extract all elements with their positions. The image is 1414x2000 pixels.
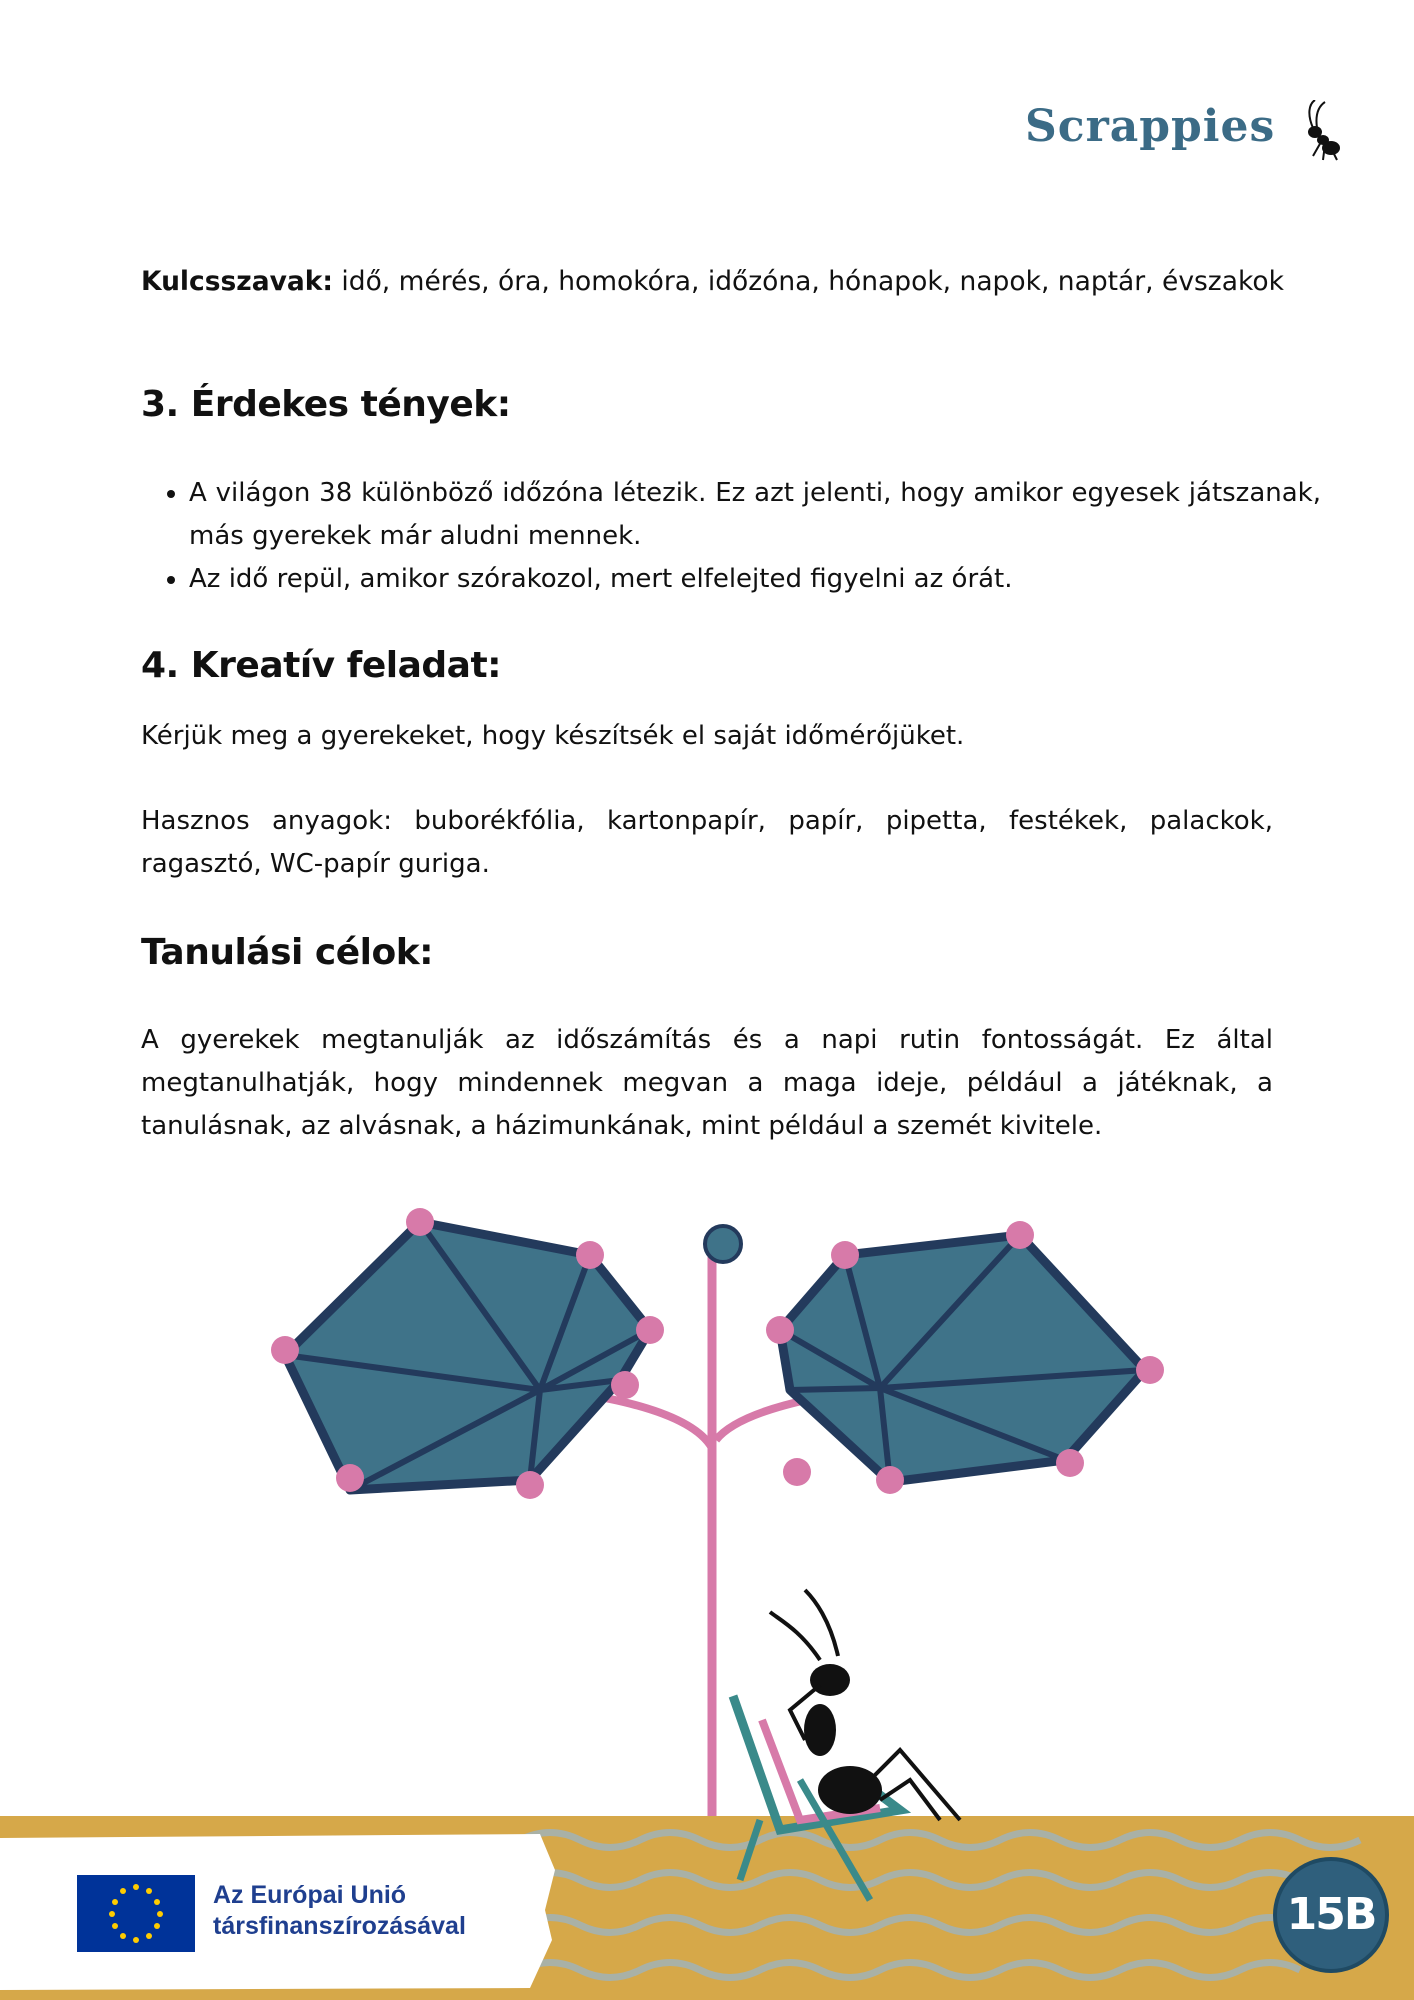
eu-line1: Az Európai Unió (213, 1881, 407, 1909)
goals-heading: Tanulási célok: (141, 932, 434, 973)
task-intro: Kérjük meg a gyerekeket, hogy készítsék el saját időmérőjüket. (141, 721, 965, 751)
pole-top (705, 1226, 741, 1262)
keywords-text: idő, mérés, óra, homokóra, időzóna, hónapok, napok, naptár, évszakok (332, 266, 1284, 297)
eu-cofinance-text (213, 1880, 466, 1942)
right-umbrella (766, 1221, 1164, 1494)
beach-illustration (0, 1180, 1414, 2000)
materials-text: Hasznos anyagok: buborékfólia, kartonpapír, papír, pipetta, festékek, palackok, ragasztó, WC-papír guriga. (141, 806, 1273, 879)
keywords-label: Kulcsszavak: (141, 266, 333, 297)
eu-line2: társfinanszírozásával (213, 1912, 466, 1940)
ant-icon (770, 1590, 960, 1820)
logo-text: Scrappies (1025, 101, 1276, 152)
fact-item: • Az idő repül, amikor szórakozol, mert elfelejted figyelni az órát. (189, 558, 1321, 601)
facts-list (141, 472, 1321, 601)
goals-text: A gyerekek megtanulják az időszámítás és a napi rutin fontosságát. Ez által megtanulhatják, hogy mindennek megvan a maga ideje, például a játéknak, a tanulásnak, az alvásnak, a házimunkának, mint például a szemét kivitele. (141, 1025, 1273, 1141)
page-number-badge: 15B (1273, 1857, 1389, 1973)
ant-logo-icon (1295, 100, 1345, 162)
section3-heading: 3. Érdekes tények: (141, 384, 511, 425)
eu-flag-icon (77, 1875, 195, 1952)
keywords-line (141, 262, 1284, 302)
scrappies-logo (1025, 92, 1335, 162)
left-umbrella (271, 1208, 664, 1499)
fact-item: • A világon 38 különböző időzóna létezik. Ez azt jelenti, hogy amikor egyesek játszanak, más gyerekek már aludni mennek. (189, 472, 1321, 558)
section4-heading: 4. Kreatív feladat: (141, 645, 502, 686)
